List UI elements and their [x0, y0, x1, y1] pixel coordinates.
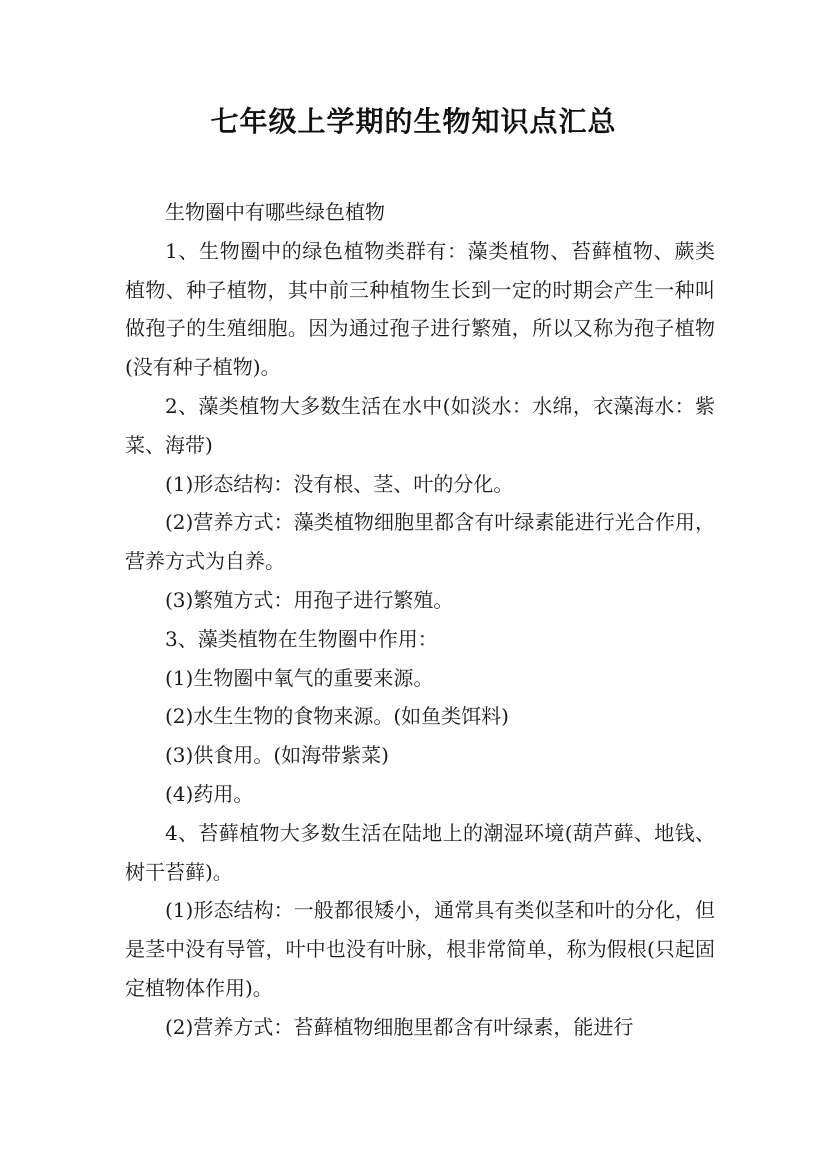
paragraph: (1)形态结构：一般都很矮小，通常具有类似茎和叶的分化，但是茎中没有导管，叶中也没有叶脉，根非常简单，称为假根(只起固定植物体作用)。 [125, 898, 715, 1000]
paragraph: (3)繁殖方式：用孢子进行繁殖。 [165, 587, 454, 612]
paragraph: (2)营养方式：藻类植物细胞里都含有叶绿素能进行光合作用，营养方式为自养。 [125, 510, 715, 574]
paragraph: (1)生物圈中氧气的重要来源。 [165, 665, 434, 690]
document-body [125, 193, 715, 1047]
paragraph: (1)形态结构：没有根、茎、叶的分化。 [165, 471, 514, 496]
paragraph: 2、藻类植物大多数生活在水中(如淡水：水绵，衣藻海水：紫菜、海带) [125, 393, 715, 457]
paragraph: 1、生物圈中的绿色植物类群有：藻类植物、苔藓植物、蕨类植物、种子植物，其中前三种植物生长到一定的时期会产生一种叫做孢子的生殖细胞。因为通过孢子进行繁殖，所以又称为孢子植物(没有种子植物)。 [125, 238, 715, 380]
document-title: 七年级上学期的生物知识点汇总 [210, 105, 617, 138]
paragraph: (3)供食用。(如海带紫菜) [165, 743, 389, 768]
paragraph: (2)水生生物的食物来源。(如鱼类饵料) [165, 704, 509, 729]
paragraph: (2)营养方式：苔藓植物细胞里都含有叶绿素，能进行 [165, 1014, 634, 1039]
paragraph: 3、藻类植物在生物圈中作用： [165, 626, 438, 651]
paragraph: (4)药用。 [165, 781, 254, 806]
paragraph: 4、苔藓植物大多数生活在陆地上的潮湿环境(葫芦藓、地钱、树干苔藓)。 [125, 820, 715, 884]
paragraph: 生物圈中有哪些绿色植物 [165, 200, 385, 224]
